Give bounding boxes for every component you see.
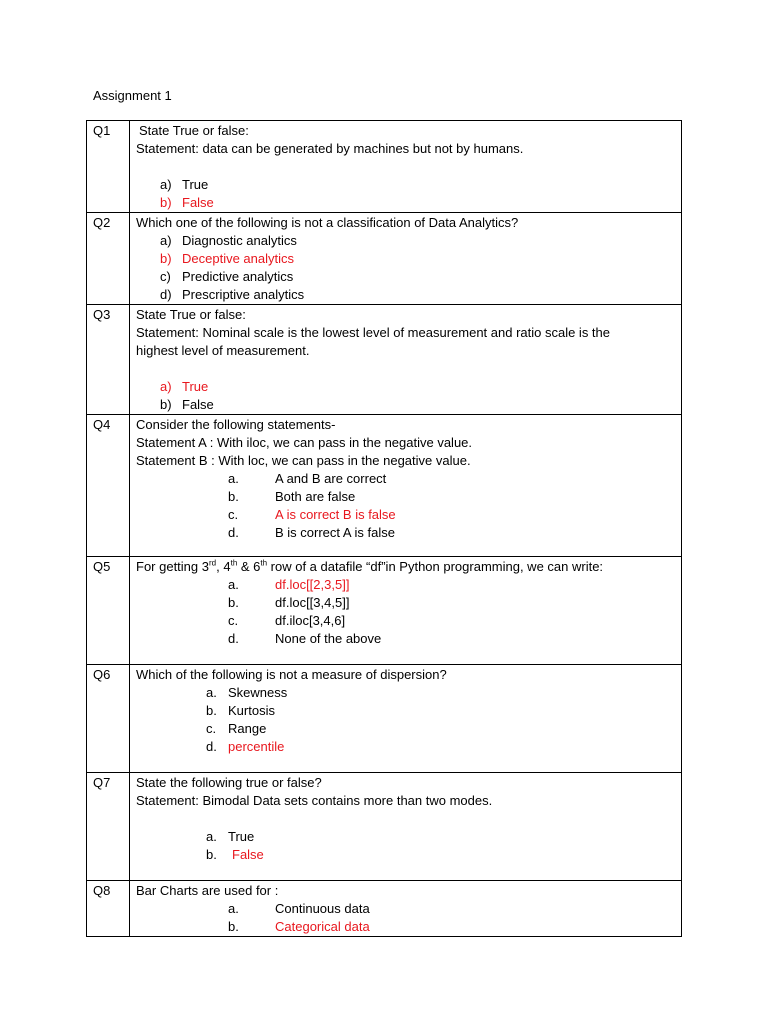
option-correct xyxy=(136,918,675,936)
option-letter: a. xyxy=(206,829,217,844)
option-letter: a) xyxy=(160,177,172,192)
option-text: df.loc[[2,3,5]] xyxy=(275,577,350,592)
document-title: Assignment 1 xyxy=(93,88,172,103)
option xyxy=(136,470,675,488)
question-row xyxy=(87,415,682,557)
question-number: Q4 xyxy=(87,415,130,557)
option-letter: b. xyxy=(228,489,239,504)
option xyxy=(136,828,675,846)
option-letter: b) xyxy=(160,195,172,210)
question-body xyxy=(130,121,682,213)
question-body xyxy=(130,415,682,557)
option-letter: d. xyxy=(228,525,239,540)
option xyxy=(136,630,675,648)
question-text: Which of the following is not a measure of dispersion? xyxy=(136,667,447,682)
option xyxy=(136,594,675,612)
question-text: Statement: data can be generated by machines but not by humans. xyxy=(136,141,524,156)
option xyxy=(136,612,675,630)
option-text: df.loc[[3,4,5]] xyxy=(275,595,350,610)
option xyxy=(136,524,675,542)
option-letter: a. xyxy=(228,577,239,592)
option-text: Prescriptive analytics xyxy=(182,287,305,302)
option-text: True xyxy=(182,379,209,394)
option-correct xyxy=(136,576,675,594)
option xyxy=(136,286,675,304)
question-text: Statement A : With iloc, we can pass in the negative value. xyxy=(136,435,473,450)
option-text: True xyxy=(182,177,209,192)
question-text: Statement: Nominal scale is the lowest level of measurement and ratio scale is the xyxy=(136,325,611,340)
option-text: B is correct A is false xyxy=(275,525,395,540)
option-text: True xyxy=(228,829,255,844)
option-text: None of the above xyxy=(275,631,382,646)
question-row xyxy=(87,665,682,773)
question-text: State True or false: xyxy=(139,123,249,138)
option-letter: b. xyxy=(206,847,217,862)
option-text: False xyxy=(182,195,214,210)
question-text: For getting 3rd, 4th & 6th row of a datafile “df”in Python programming, we can write: xyxy=(136,558,604,574)
option-letter: d) xyxy=(160,287,172,302)
option-text: Range xyxy=(228,721,267,736)
option-correct xyxy=(136,194,675,212)
option-letter: d. xyxy=(228,631,239,646)
question-text: State True or false: xyxy=(136,307,246,322)
question-text: Consider the following statements- xyxy=(136,417,336,432)
option-text: False xyxy=(232,847,264,862)
option-text: Continuous data xyxy=(275,901,370,916)
question-text: Statement: Bimodal Data sets contains more than two modes. xyxy=(136,793,493,808)
question-body xyxy=(130,305,682,415)
option xyxy=(136,232,675,250)
option-correct xyxy=(136,506,675,524)
question-row xyxy=(87,773,682,881)
option xyxy=(136,720,675,738)
question-number: Q6 xyxy=(87,665,130,773)
option-letter: a. xyxy=(228,471,239,486)
option-letter: b. xyxy=(228,919,239,934)
option xyxy=(136,268,675,286)
option-letter: b. xyxy=(228,595,239,610)
option-letter: b. xyxy=(206,703,217,718)
option-letter: a. xyxy=(206,685,217,700)
option-correct xyxy=(136,846,675,864)
option-letter: a) xyxy=(160,233,172,248)
option-letter: a. xyxy=(228,901,239,916)
question-text: Bar Charts are used for : xyxy=(136,883,279,898)
option-text: Diagnostic analytics xyxy=(182,233,297,248)
question-number: Q3 xyxy=(87,305,130,415)
question-number: Q1 xyxy=(87,121,130,213)
option-text: percentile xyxy=(228,739,285,754)
option-letter: c. xyxy=(228,507,239,522)
option-text: A is correct B is false xyxy=(275,507,396,522)
question-number: Q7 xyxy=(87,773,130,881)
option-letter: d. xyxy=(206,739,217,754)
option-letter: c. xyxy=(228,613,239,628)
question-row xyxy=(87,121,682,213)
option-text: A and B are correct xyxy=(275,471,387,486)
option xyxy=(136,900,675,918)
option xyxy=(136,702,675,720)
question-number: Q2 xyxy=(87,213,130,305)
option xyxy=(136,176,675,194)
questions-table xyxy=(86,120,682,937)
question-row xyxy=(87,881,682,937)
option-letter: a) xyxy=(160,379,172,394)
option xyxy=(136,488,675,506)
question-row xyxy=(87,213,682,305)
option-text: Predictive analytics xyxy=(182,269,294,284)
question-text: Which one of the following is not a classification of Data Analytics? xyxy=(136,215,519,230)
question-body xyxy=(130,557,682,665)
option-correct xyxy=(136,378,675,396)
option-text: df.iloc[3,4,6] xyxy=(275,613,346,628)
option-letter: c) xyxy=(160,269,171,284)
option-text: Kurtosis xyxy=(228,703,275,718)
option-text: False xyxy=(182,397,214,412)
option-text: Deceptive analytics xyxy=(182,251,294,266)
option xyxy=(136,396,675,414)
option-text: Skewness xyxy=(228,685,288,700)
option-text: Categorical data xyxy=(275,919,370,934)
question-text: State the following true or false? xyxy=(136,775,322,790)
option-correct xyxy=(136,250,675,268)
question-number: Q8 xyxy=(87,881,130,937)
option-letter: c. xyxy=(206,721,217,736)
question-body xyxy=(130,665,682,773)
question-text: highest level of measurement. xyxy=(136,343,310,358)
question-number: Q5 xyxy=(87,557,130,665)
question-body xyxy=(130,213,682,305)
option-letter: b) xyxy=(160,251,172,266)
option-correct xyxy=(136,738,675,756)
option-letter: b) xyxy=(160,397,172,412)
question-row xyxy=(87,557,682,665)
question-text: Statement B : With loc, we can pass in the negative value. xyxy=(136,453,471,468)
question-body xyxy=(130,773,682,881)
question-row xyxy=(87,305,682,415)
question-body xyxy=(130,881,682,937)
option xyxy=(136,684,675,702)
option-text: Both are false xyxy=(275,489,356,504)
